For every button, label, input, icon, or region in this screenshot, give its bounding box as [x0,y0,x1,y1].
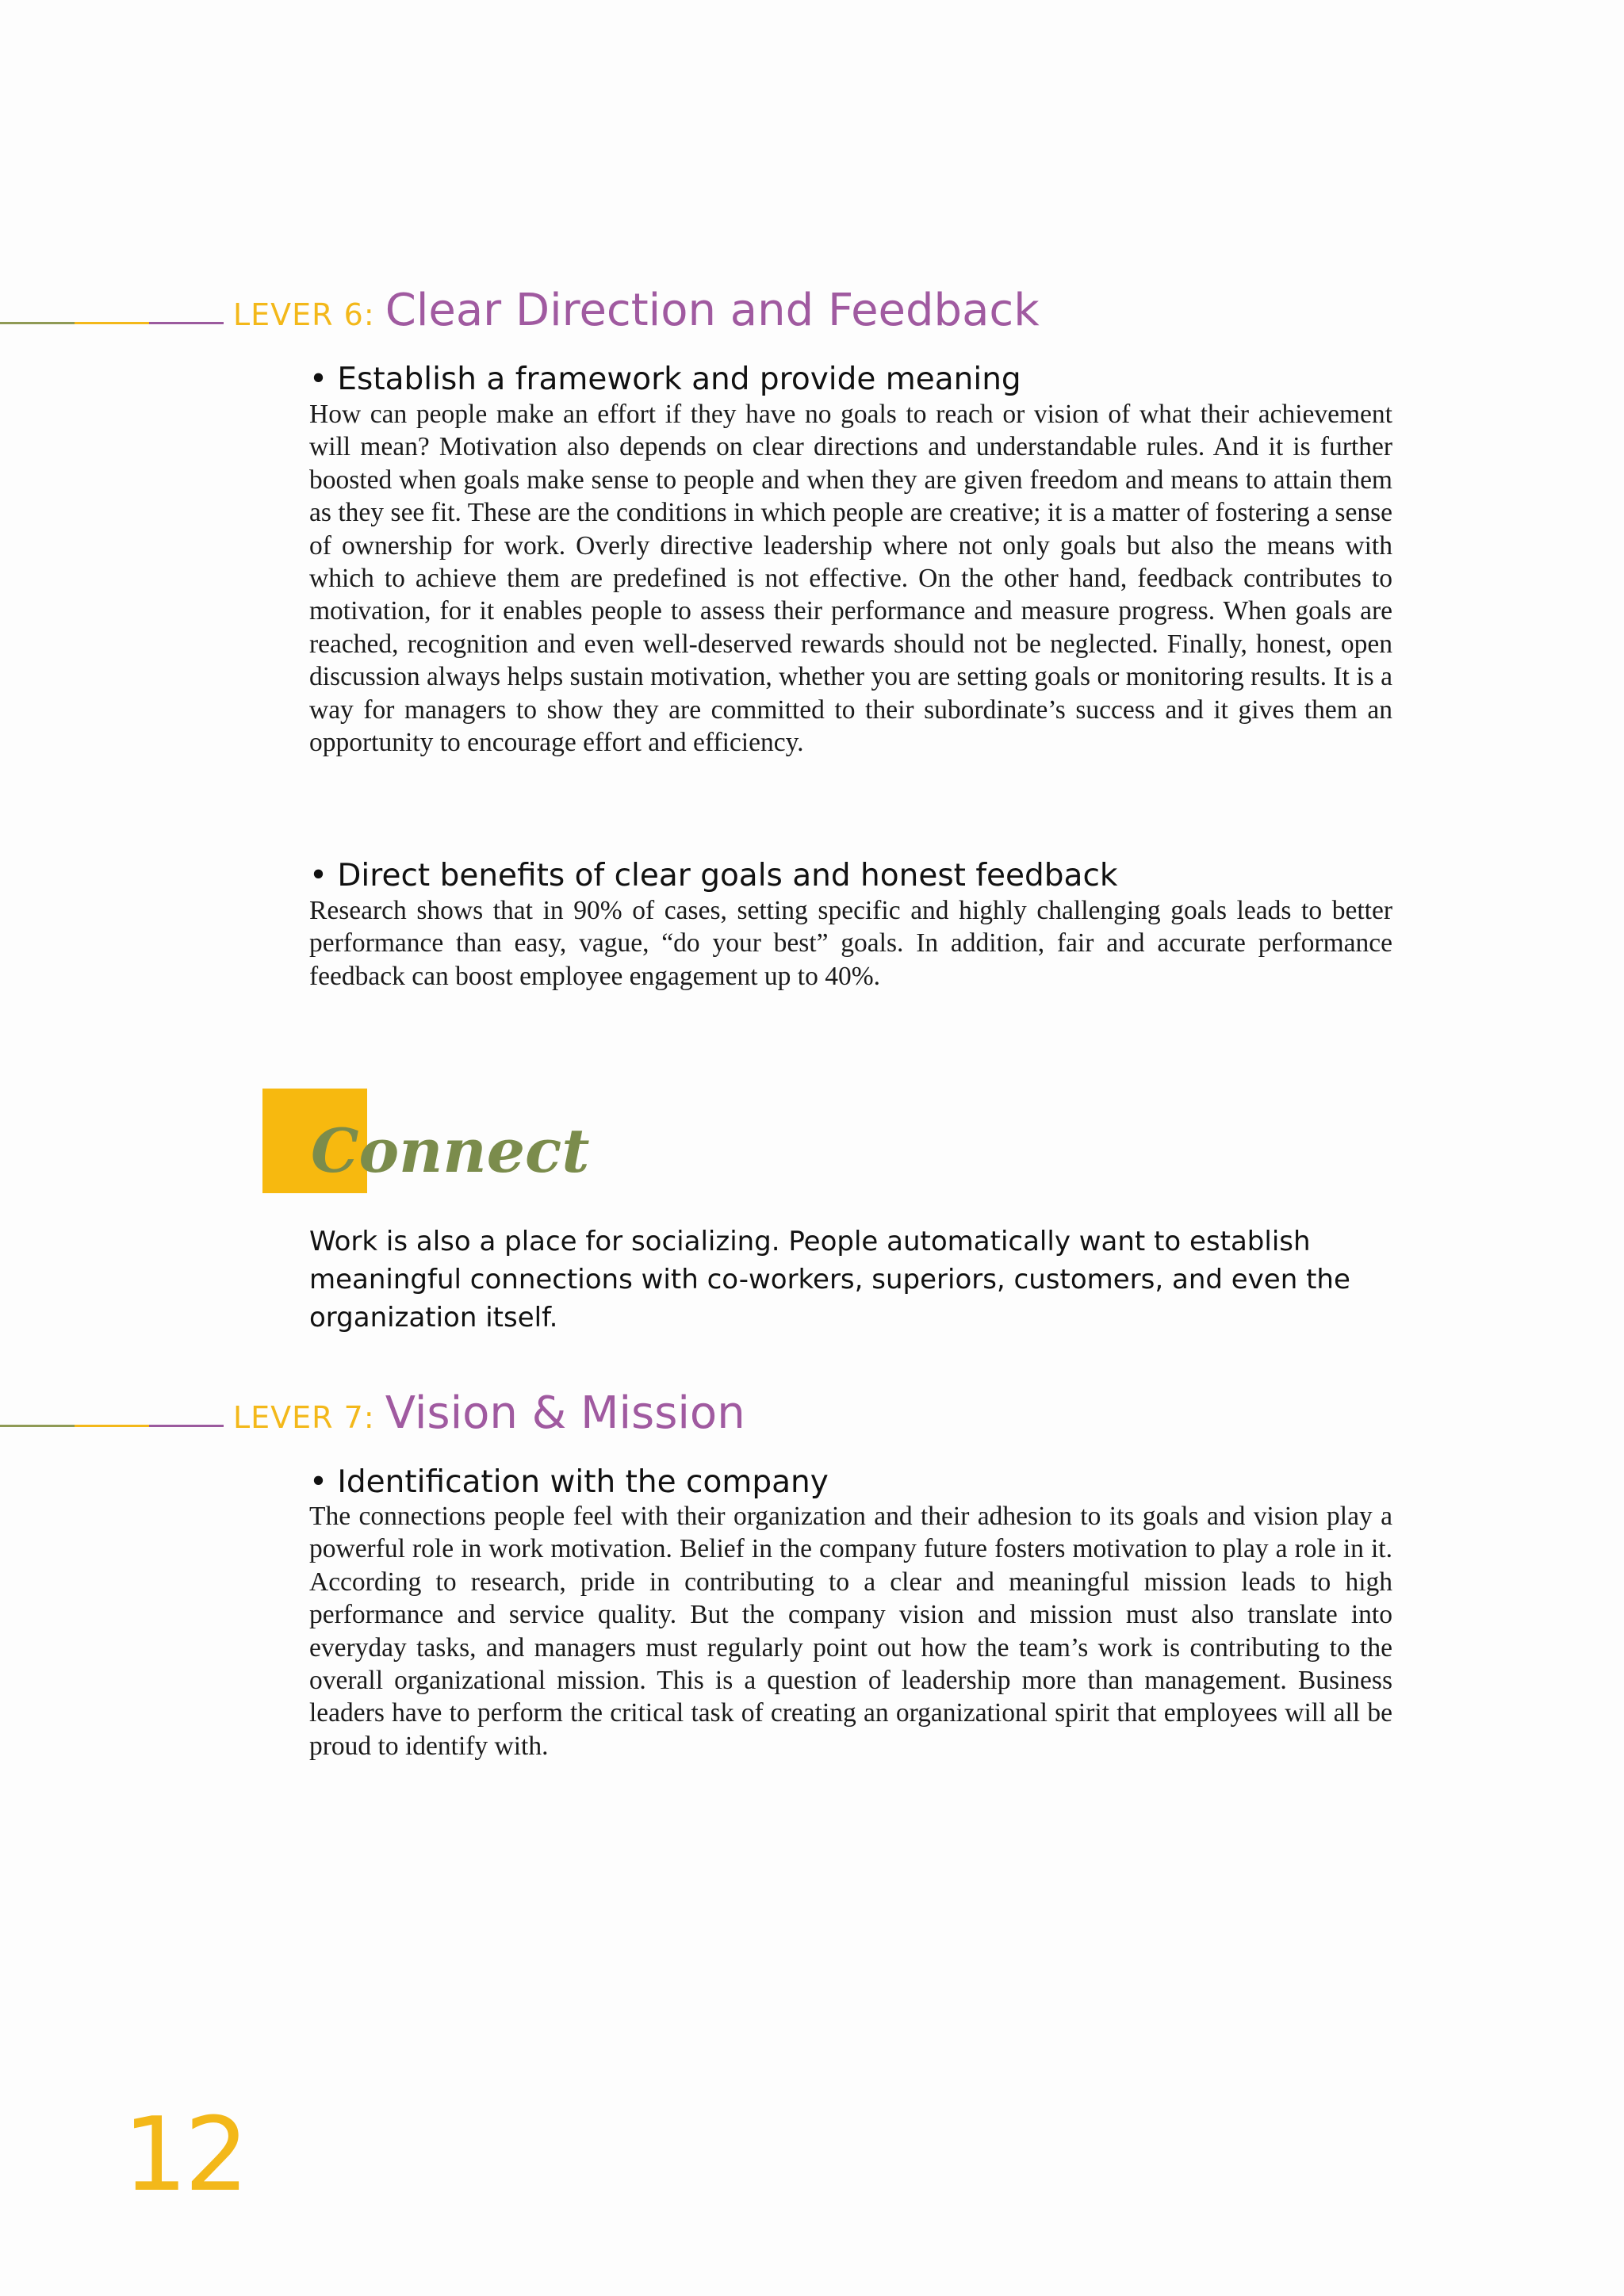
section-body-benefits: Research shows that in 90% of cases, setting specific and highly challenging goals leads to better performance than easy, vague, “do your best” goals. In addition, fair and accurate performance feedback can boost employee engagement up to 40%. [309,896,1392,991]
divider-olive-segment [0,322,75,324]
connect-intro: Work is also a place for socializing. People automatically want to establish meaningful connections with co-workers, superiors, customers, and even the organization itself. [309,1226,1350,1334]
section-heading-benefits: • Direct benefits of clear goals and honest feedback [309,858,1118,894]
section-heading-identification: • Identification with the company [309,1464,829,1500]
page-number: 12 [123,2096,246,2214]
lever7-label: LEVER 7: [233,1400,375,1435]
lever7-divider [0,1425,224,1427]
connect-title: Connect [311,1115,590,1186]
lever6-divider [0,322,224,324]
divider-olive-segment [0,1425,75,1427]
lever7-title: Vision & Mission [385,1387,745,1439]
divider-yellow-segment [75,322,149,324]
section-body-framework: How can people make an effort if they have no goals to reach or vision of what their achievement will mean? Motivation also depends on clear directions and understandable rules. And it is further boosted when goals make sense to people and when they are given freedom and means to attain them as they see fit. These are the conditions in which people are creative; it is a matter of fostering a sense of ownership for work. Overly directive leadership where not only goals but also the means with which to achieve them are predefined is not effective. On the other hand, feedback contributes to motivation, for it enables people to assess their performance and measure progress. When goals are reached, recognition and even well-deserved rewards should not be neglected. Finally, honest, open discussion always helps sustain motivation, whether you are setting goals or monitoring results. It is a way for managers to show they are committed to their subordinate’s success and it gives them an opportunity to encourage effort and efficiency. [309,400,1392,758]
lever6-label: LEVER 6: [233,297,375,332]
lever6-title: Clear Direction and Feedback [385,285,1040,336]
divider-purple-segment [149,322,224,324]
lever7-heading [233,1387,745,1439]
section-body-identification: The connections people feel with their organization and their adhesion to its goals and vision play a powerful role in work motivation. Belief in the company future fosters motivation to play a role in it. According to research, pride in contributing to a clear and meaningful mission leads to high performance and service quality. But the company vision and mission must also translate into everyday tasks, and managers must regularly point out how the team’s work is contributing to the overall organizational mission. This is a question of leadership more than management. Business leaders have to perform the critical task of creating an organizational spirit that employees will all be proud to identify with. [309,1502,1392,1761]
divider-purple-segment [149,1425,224,1427]
section-heading-framework: • Establish a framework and provide meaning [309,362,1021,397]
lever6-heading [233,285,1040,336]
divider-yellow-segment [75,1425,149,1427]
